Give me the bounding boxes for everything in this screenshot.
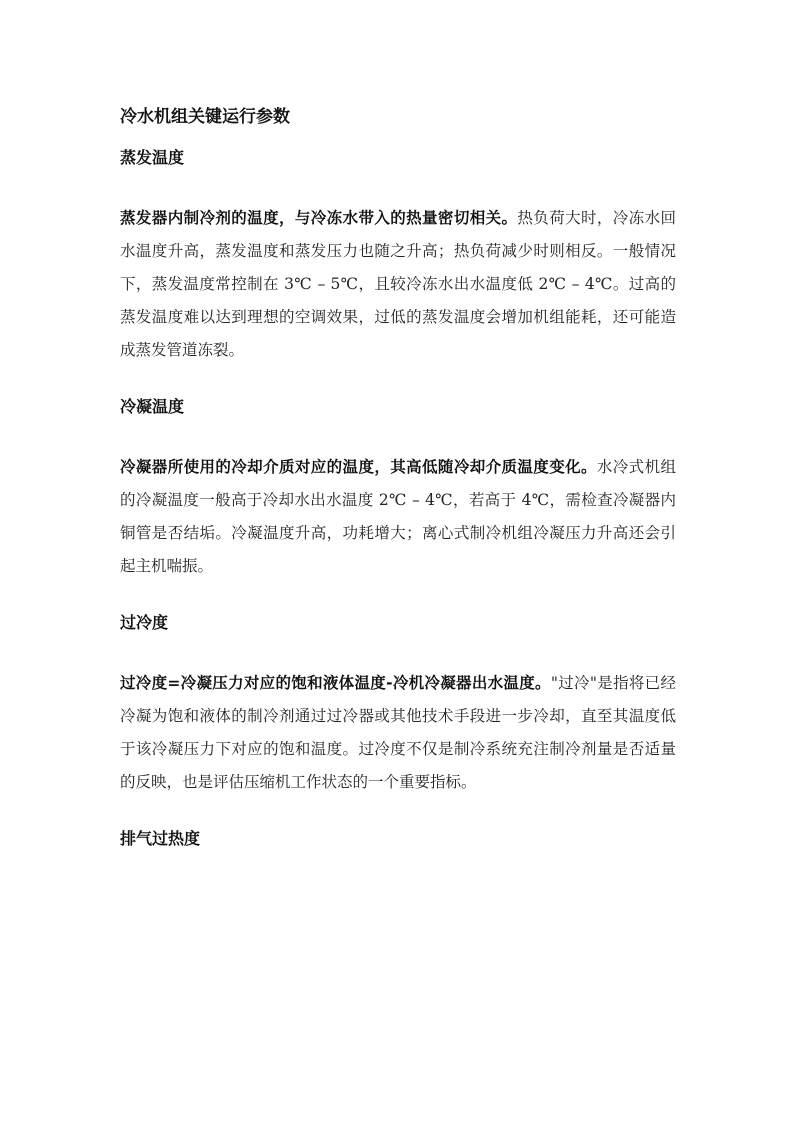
- section-paragraph-evaporation-temperature: [120, 202, 676, 367]
- section-heading-condensing-temperature: 冷凝温度: [120, 397, 185, 416]
- paragraph-body-text: 水冷式机组的冷凝温度一般高于冷却水出水温度 2℃ – 4℃，若高于 4℃，需检查冷凝器内铜管是否结垢。冷凝温度升高，功耗增大；离心式制冷机组冷凝压力升高还会引起主机喘振。: [120, 458, 676, 575]
- paragraph-lead-sentence: 过冷度=冷凝压力对应的饱和液体温度-冷机冷凝器出水温度。: [120, 674, 551, 692]
- section-heading-subcooling: 过冷度: [120, 613, 169, 632]
- section-paragraph-condensing-temperature: [120, 451, 676, 583]
- section-paragraph-subcooling: [120, 667, 676, 799]
- section-heading-discharge-superheat: 排气过热度: [120, 829, 201, 848]
- document-page: [120, 100, 676, 856]
- paragraph-body-text: "过冷"是指将已经冷凝为饱和液体的制冷剂通过过冷器或其他技术手段进一步冷却，直至其温度低于该冷凝压力下对应的饱和温度。过冷度不仅是制冷系统充注制冷剂量是否适量的反映，也是评估压缩机工作状态的一个重要指标。: [120, 674, 676, 791]
- paragraph-lead-sentence: 冷凝器所使用的冷却介质对应的温度，其高低随冷却介质温度变化。: [120, 458, 597, 476]
- paragraph-lead-sentence: 蒸发器内制冷剂的温度，与冷冻水带入的热量密切相关。: [120, 209, 518, 227]
- document-title: 冷水机组关键运行参数: [120, 107, 290, 127]
- section-heading-evaporation-temperature: 蒸发温度: [120, 148, 185, 167]
- paragraph-body-text: 热负荷大时，冷冻水回水温度升高，蒸发温度和蒸发压力也随之升高；热负荷减少时则相反。一般情况下，蒸发温度常控制在 3℃ – 5℃，且较冷冻水出水温度低 2℃ – 4℃。过高的蒸发温度难以达到理想的空调效果，过低的蒸发温度会增加机组能耗，还可能造成蒸发管道冻裂。: [120, 209, 676, 359]
